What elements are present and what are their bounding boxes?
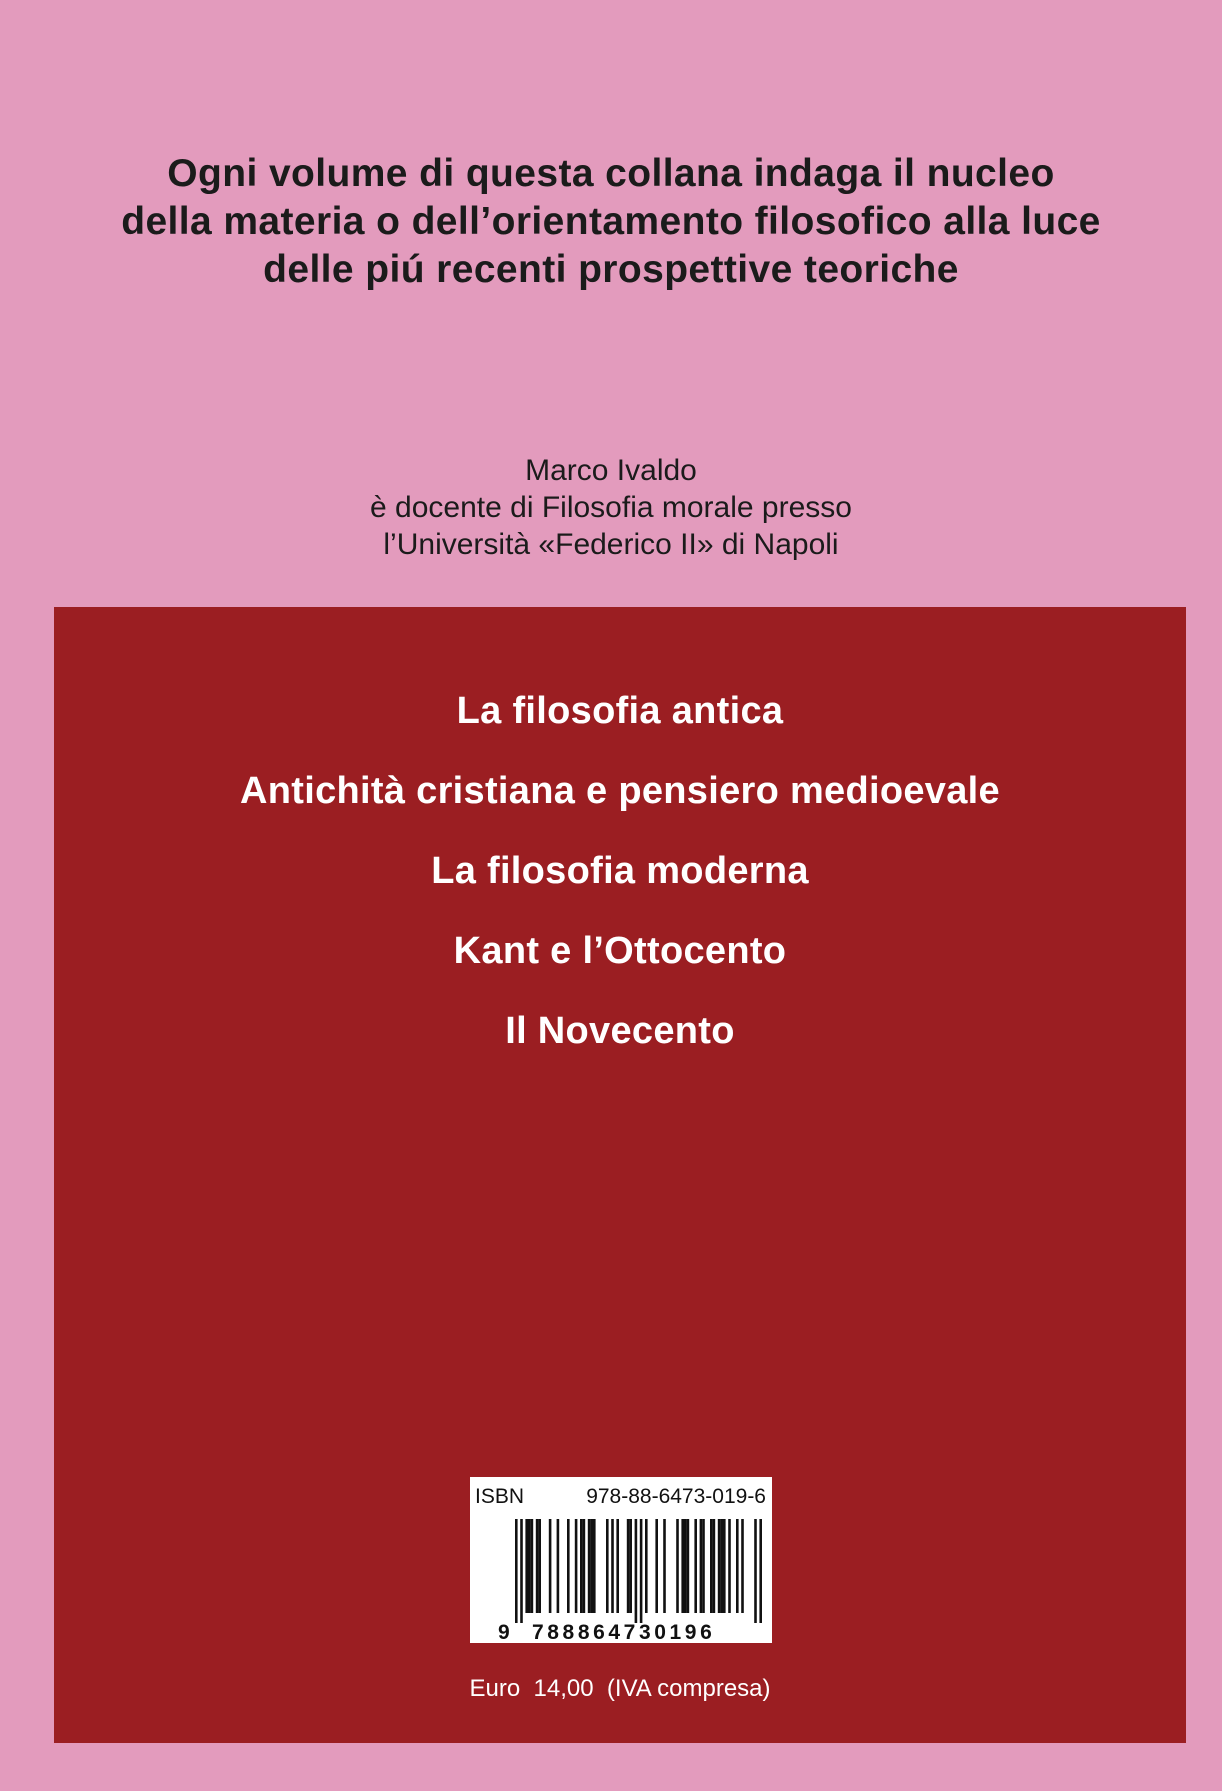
isbn-number: 978-88-6473-019-6 <box>586 1485 766 1508</box>
author-block <box>0 452 1222 563</box>
series-title: Kant e l’Ottocento <box>453 930 787 972</box>
isbn-barcode-box <box>470 1477 772 1643</box>
series-title: Antichità cristiana e pensiero medioevale <box>240 770 1000 812</box>
series-title: La filosofia antica <box>456 690 784 732</box>
barcode-digit-string: 788864730196 <box>532 1621 716 1644</box>
price: Euro 14,00 (IVA compresa) <box>469 1675 771 1702</box>
tagline-line-3: delle piú recenti prospettive teoriche <box>263 248 959 291</box>
isbn-label: ISBN <box>475 1485 525 1508</box>
barcode-icon <box>470 1517 772 1623</box>
author-name: Marco Ivaldo <box>525 454 697 487</box>
author-bio-line-1: è docente di Filosofia morale presso <box>370 491 852 524</box>
series-list <box>54 687 1186 1087</box>
author-bio-line-2: l’Università «Federico II» di Napoli <box>383 528 839 561</box>
series-title: La filosofia moderna <box>431 850 809 892</box>
barcode-first-digit: 9 <box>498 1621 510 1644</box>
series-panel <box>54 607 1186 1743</box>
series-description <box>0 150 1222 294</box>
tagline-line-1: Ogni volume di questa collana indaga il nucleo <box>167 152 1055 195</box>
tagline-line-2: della materia o dell’orientamento filosofico alla luce <box>121 200 1101 243</box>
series-title: Il Novecento <box>505 1010 735 1052</box>
